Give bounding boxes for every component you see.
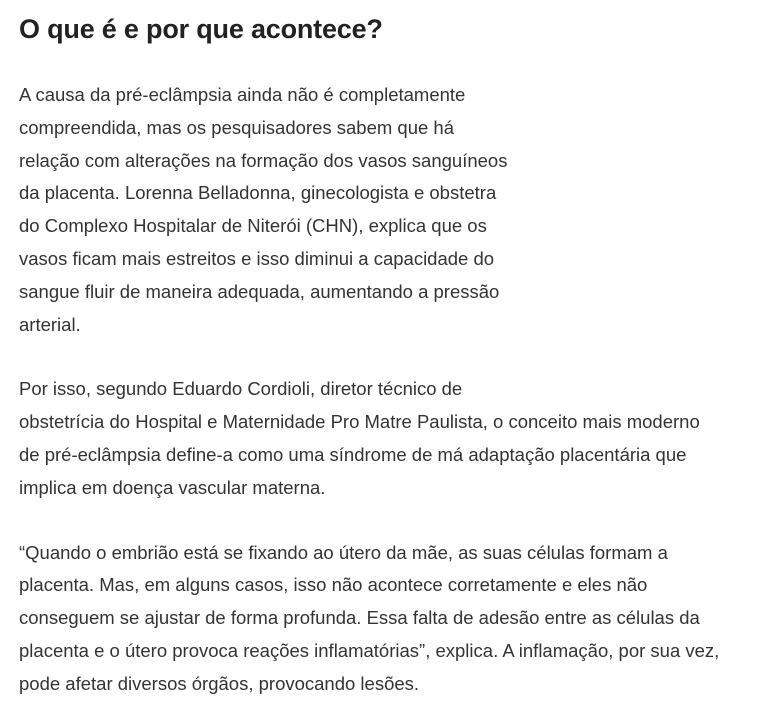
paragraph-line: de pré-eclâmpsia define-a como uma síndrome de má adaptação placentária que <box>19 443 687 465</box>
paragraph-cause <box>19 79 777 341</box>
paragraph-line: da placenta. Lorenna Belladonna, ginecologista e obstetra <box>19 182 497 204</box>
paragraph-line: pode afetar diversos órgãos, provocando lesões. <box>19 672 420 694</box>
paragraph-line: sangue fluir de maneira adequada, aumentando a pressão <box>19 280 500 302</box>
paragraph-line: placenta. Mas, em alguns casos, isso não acontece corretamente e eles não <box>19 574 648 596</box>
paragraph-line: obstetrícia do Hospital e Maternidade Pro Matre Paulista, o conceito mais moderno <box>19 411 700 433</box>
paragraph-line: vasos ficam mais estreitos e isso diminui a capacidade do <box>19 247 495 269</box>
paragraph-line: compreendida, mas os pesquisadores sabem que há <box>19 116 455 138</box>
paragraph-line: A causa da pré-eclâmpsia ainda não é completamente <box>19 84 466 105</box>
paragraph-line: implica em doença vascular materna. <box>19 476 326 498</box>
paragraph-line: do Complexo Hospitalar de Niterói (CHN), explica que os <box>19 215 487 237</box>
paragraph-line: conseguem se ajustar de forma profunda. Essa falta de adesão entre as células da <box>19 607 700 629</box>
paragraph-concept <box>19 373 777 504</box>
paragraph-quote <box>19 537 777 701</box>
section-heading: O que é e por que acontece? <box>19 14 383 44</box>
paragraph-line: arterial. <box>19 313 81 335</box>
paragraph-line: “Quando o embrião está se fixando ao útero da mãe, as suas células formam a <box>19 541 668 563</box>
paragraph-line: Por isso, segundo Eduardo Cordioli, diretor técnico de <box>19 378 463 400</box>
paragraph-line: placenta e o útero provoca reações inflamatórias”, explica. A inflamação, por sua vez, <box>19 639 720 661</box>
paragraph-line: relação com alterações na formação dos vasos sanguíneos <box>19 149 508 171</box>
